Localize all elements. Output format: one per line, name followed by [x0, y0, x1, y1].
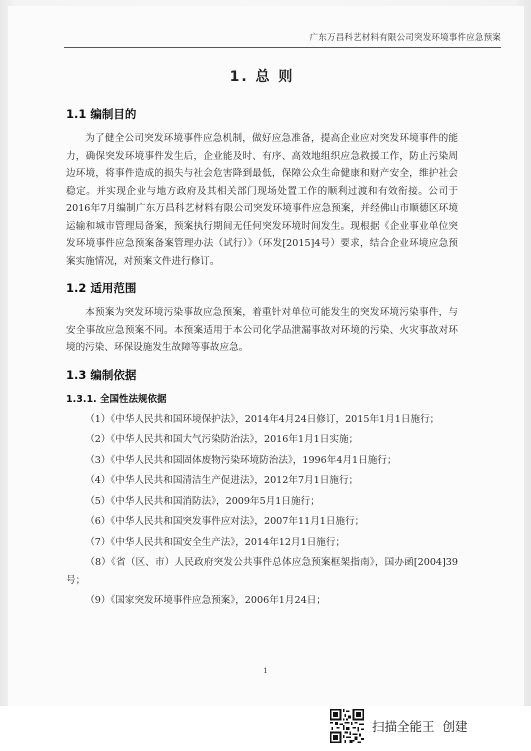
law-list-item: （7）《中华人民共和国安全生产法》，2014年12月1日施行；	[85, 536, 346, 548]
section-paragraph-purpose: 为了健全公司突发环境事件应急机制，做好应急准备，提高企业应对突发环境事件的能力，确保突发环境事件发生后，企业能及时、有序、高效地组织应急救援工作，防止污染周边环境，将事件造成的损失与社会危害降到最低，保障公众生命健康和财产安全，维护社会稳定。并实现企业与地方政府及其相关部门现场处置工作的顺利过渡和有效衔接。公司于2016年7月编制广东万昌科艺材料有限公司突发环境事件应急预案，并经佛山市顺德区环境运输和城市管理局备案，预案执行期间无任何突发环境时间发生。现根据《企业事业单位突发环境事件应急预案备案管理办法（试行）》（环发[2015]4号）要求，结合企业环境应急预案实施情况，对预案文件进行修订。	[66, 133, 458, 267]
header-rule	[64, 47, 501, 48]
chapter-title: 1. 总 则	[229, 69, 295, 85]
section-paragraph-scope: 本预案为突发环境污染事故应急预案，着重针对单位可能发生的突发环境污染事件，与安全事故应急预案不同。本预案适用于本公司化学品泄漏事故对环境的污染、火灾事故对环境的污染、环保设施发生故障等事故应急。	[66, 307, 458, 353]
law-list-item: （2）《中华人民共和国大气污染防治法》，2016年1月1日实施；	[85, 434, 359, 445]
document-body	[66, 62, 458, 613]
law-list-item: （4）《中华人民共和国清洁生产促进法》，2012年7月1日施行；	[85, 475, 359, 486]
law-list-item: （5）《中华人民共和国消防法》，2009年5月1日施行；	[85, 495, 320, 507]
running-header: 广东万昌科艺材料有限公司突发环境事件应急预案	[309, 33, 501, 43]
law-list-item: （6）《中华人民共和国突发事件应对法》，2007年11月1日施行；	[85, 516, 365, 527]
page-number: 1	[263, 666, 268, 675]
law-list-item: （1）《中华人民共和国环境保护法》，2014年4月24日修订，2015年1月1日施行；	[85, 413, 440, 425]
section-heading-basis: 1.3 编制依据	[66, 367, 137, 382]
scanner-app-name: 扫描全能王	[372, 719, 435, 734]
section-heading-scope: 1.2 适用范围	[66, 281, 137, 295]
subsection-heading-national-laws: 1.3.1. 全国性法规依据	[66, 393, 167, 405]
scanner-creator-label: 创建	[442, 719, 468, 734]
law-list-item: （8）《省（区、市）人民政府突发公共事件总体应急预案框架指南》，国办函[2004]39号；	[66, 557, 458, 586]
section-heading-purpose: 1.1 编制目的	[66, 107, 137, 121]
scanner-branding	[372, 717, 468, 735]
qr-code-icon	[330, 709, 364, 743]
law-list-item: （3）《中华人民共和国固体废物污染环境防治法》，1996年4月1日施行；	[85, 454, 397, 466]
law-list-item: （9）《国家突发环境事件应急预案》，2006年1月24日；	[85, 595, 326, 606]
